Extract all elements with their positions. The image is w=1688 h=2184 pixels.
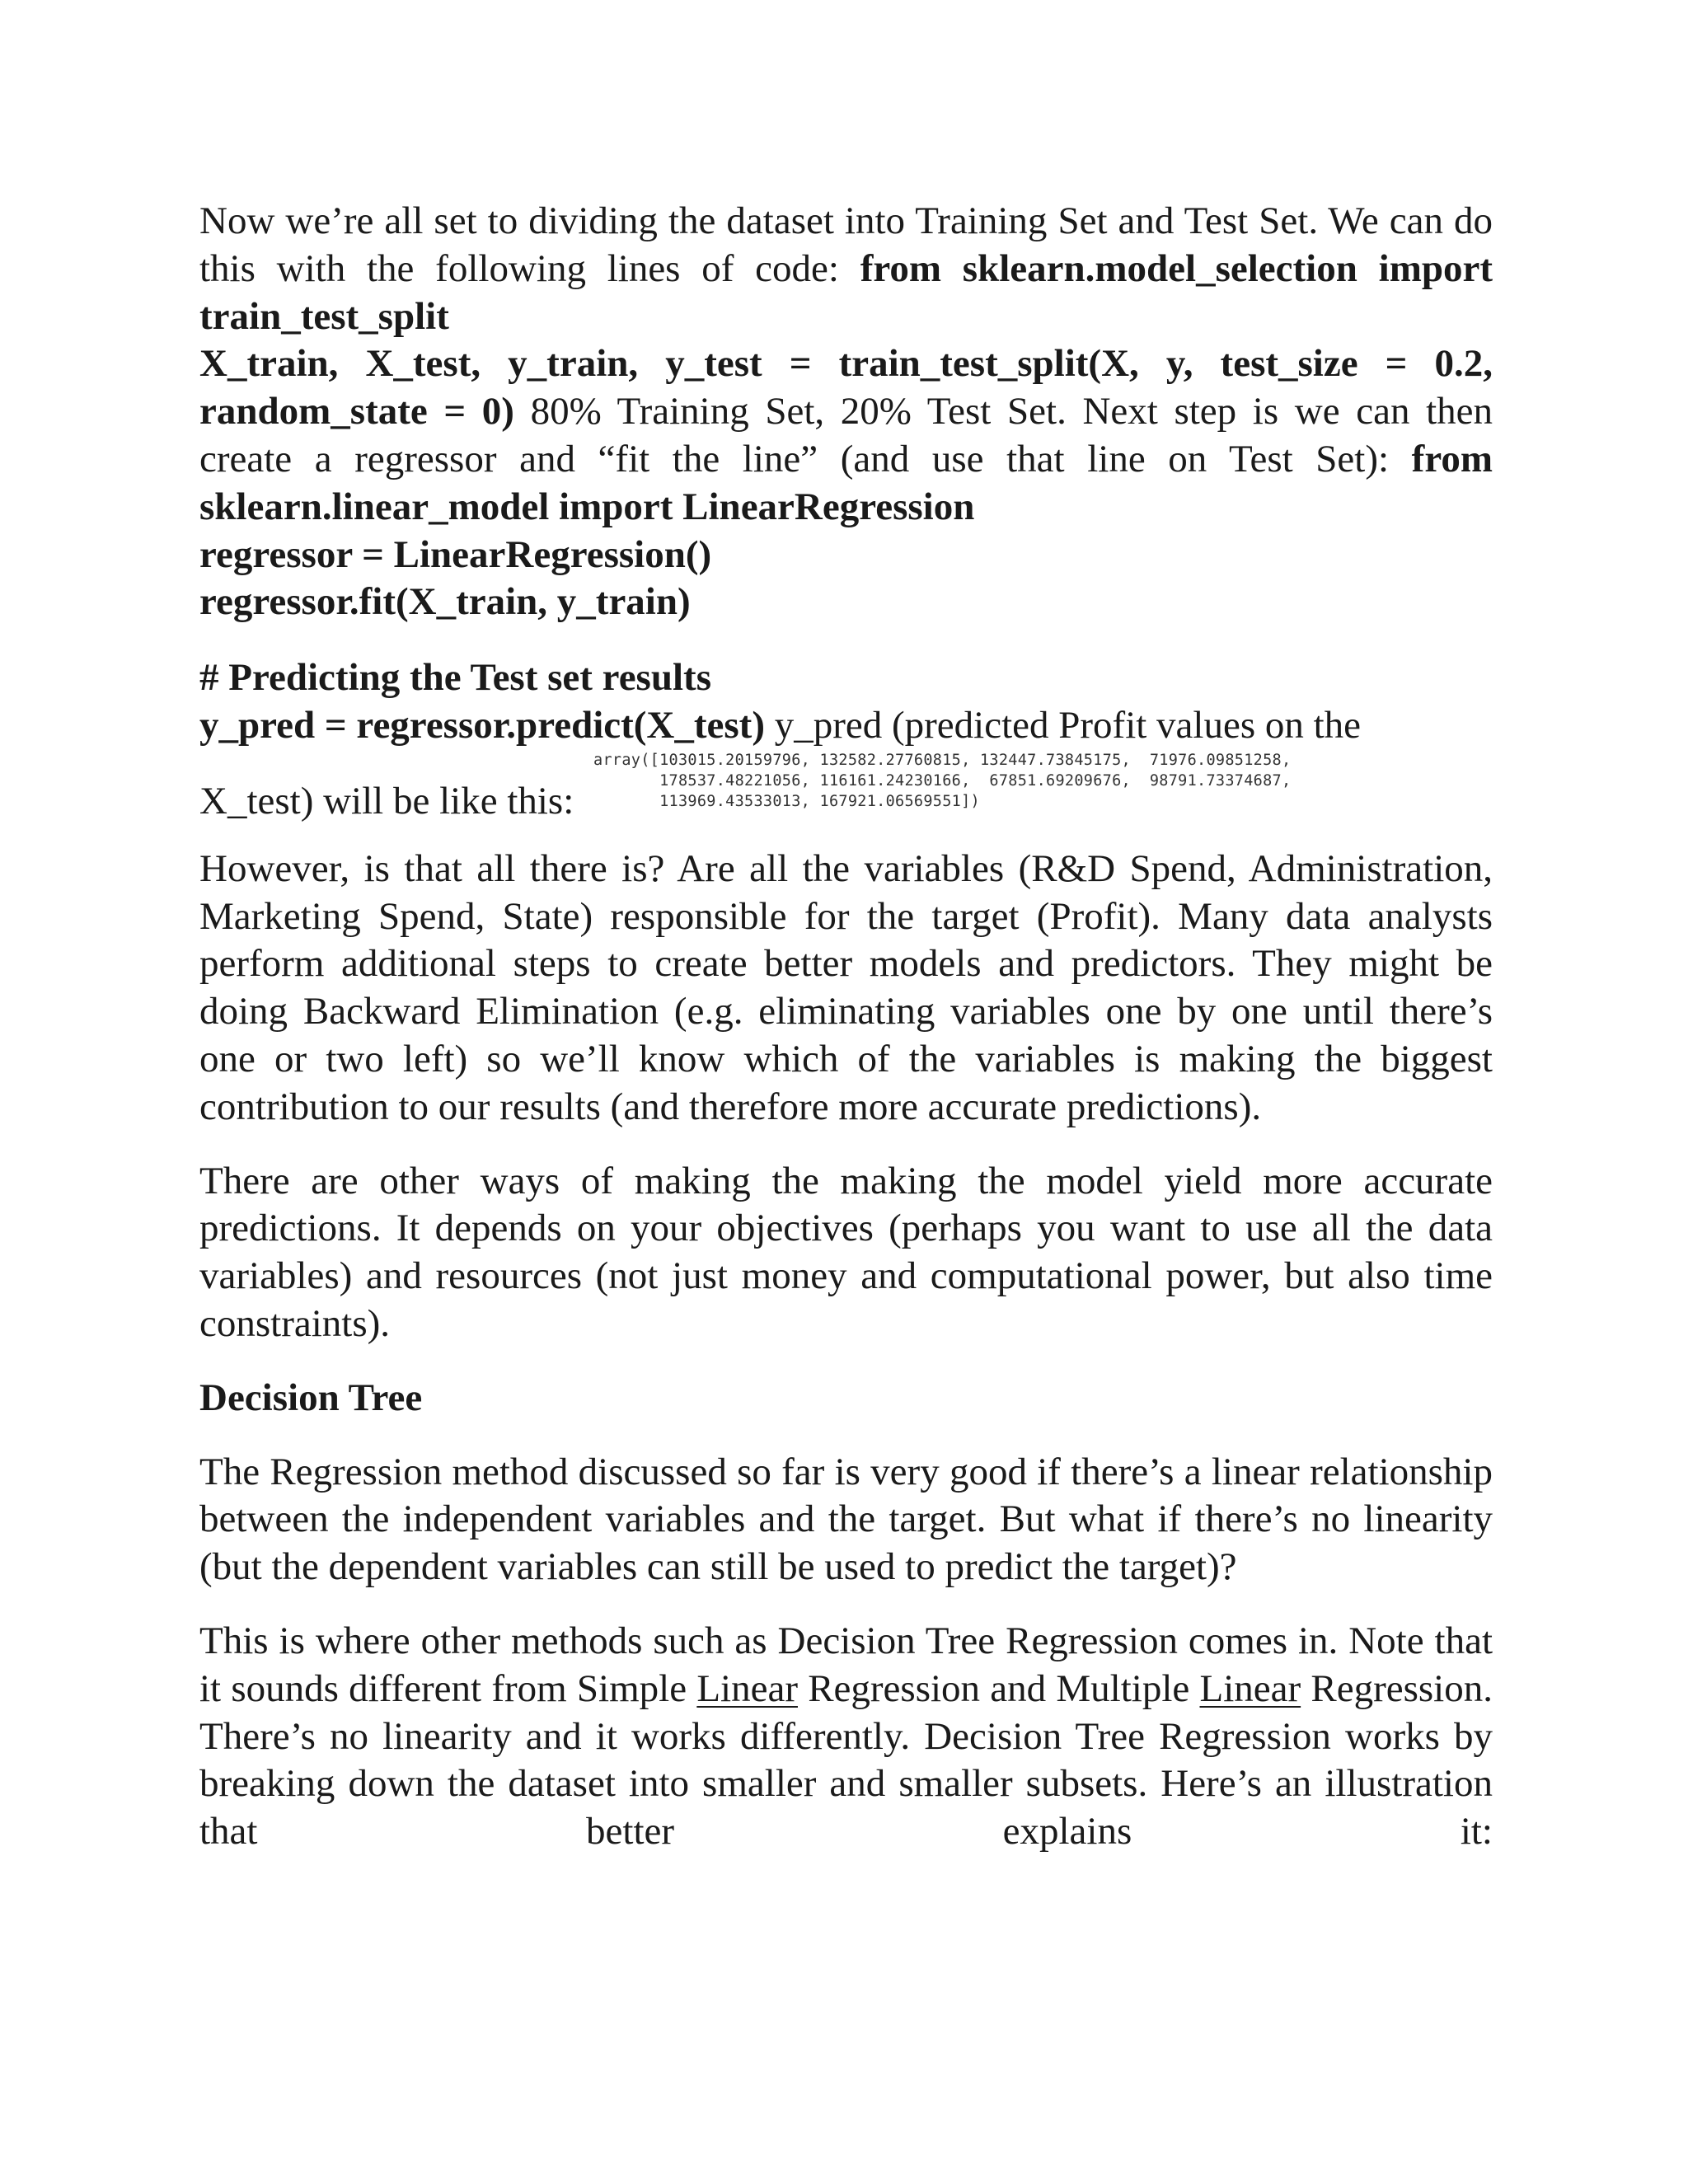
paragraph-train-test-split bbox=[199, 198, 1493, 626]
paragraph-predict bbox=[199, 654, 1493, 750]
text-intro: Now we’re all set to dividing the dataset into Training Set and Test Set. We can do this with the following lines of code: bbox=[199, 199, 1493, 290]
text-pred-desc: y_pred (predicted Profit values on the bbox=[764, 703, 1362, 747]
code-comment-predict: # Predicting the Test set results bbox=[199, 656, 711, 700]
output-line: array([103015.20159796, 132582.27760815, 132447.73845175, 71976.09851258, bbox=[593, 751, 1292, 769]
code-predict: y_pred = regressor.predict(X_test) bbox=[199, 703, 765, 747]
text-split-ratio: 80% Training Set, 20% Test Set. Next step is we can then create a regressor and “fit the line” (and use that line on Test Set): bbox=[199, 390, 1493, 480]
output-line: 113969.43533013, 167921.06569551]) bbox=[593, 792, 980, 810]
section-heading bbox=[199, 1375, 1493, 1422]
text-dt-2: Regression and Multiple bbox=[797, 1666, 1200, 1710]
code-regressor-fit: regressor.fit(X_train, y_train) bbox=[199, 580, 691, 624]
code-import-split: from sklearn.model_selection import train_test_split bbox=[199, 246, 1493, 338]
paragraph-decision-tree bbox=[199, 1618, 1493, 1856]
underlined-linear-1: Linear bbox=[696, 1666, 798, 1710]
code-train-test-split: X_train, X_test, y_train, y_test = train_test_split(X, y, test_size = 0.2, random_state = 0) bbox=[199, 342, 1493, 434]
code-import-linear-regression: from sklearn.linear_model import LinearRegression bbox=[199, 437, 1493, 528]
output-line: 178537.48221056, 116161.24230166, 67851.69209676, 98791.73374687, bbox=[593, 771, 1292, 790]
text-dt-3: Regression. There’s no linearity and it works differently. Decision Tree Regression works by breaking down the dataset into smaller and smaller subsets. Here’s an illustration that better explains it: bbox=[199, 1666, 1493, 1854]
heading-decision-tree: Decision Tree bbox=[199, 1376, 423, 1419]
text-xtest-like-this: X_test) will be like this: bbox=[199, 779, 574, 823]
paragraph-other-ways: There are other ways of making the making the model yield more accurate predictions. It depends on your objectives (perhaps you want to use all the data variables) and resources (not just money and computational power, but also time constraints). bbox=[199, 1159, 1493, 1345]
paragraph-linearity: The Regression method discussed so far is very good if there’s a linear relationship between the independent variables and the target. But what if there’s no linearity (but the dependent variables can still be used to predict the target)? bbox=[199, 1450, 1493, 1589]
paragraph-variables: However, is that all there is? Are all the variables (R&D Spend, Administration, Marketing Spend, State) responsible for the target (Profit). Many data analysts perform additional steps to create better models and predictors. They might be doing Backward Elimination (e.g. eliminating variables one by one until there’s one or two left) so we’ll know which of the variables is making the biggest contribution to our results (and therefore more accurate predictions). bbox=[199, 846, 1493, 1128]
document-page bbox=[199, 198, 1493, 1856]
text-dt-1: This is where other methods such as Decision Tree Regression comes in. Note that it sounds different from Simple bbox=[199, 1619, 1493, 1710]
code-regressor-init: regressor = LinearRegression() bbox=[199, 532, 712, 576]
blank-line bbox=[199, 626, 1493, 654]
prediction-array-output bbox=[593, 750, 1291, 812]
underlined-linear-2: Linear bbox=[1199, 1666, 1301, 1710]
prediction-output-row bbox=[199, 750, 1493, 823]
